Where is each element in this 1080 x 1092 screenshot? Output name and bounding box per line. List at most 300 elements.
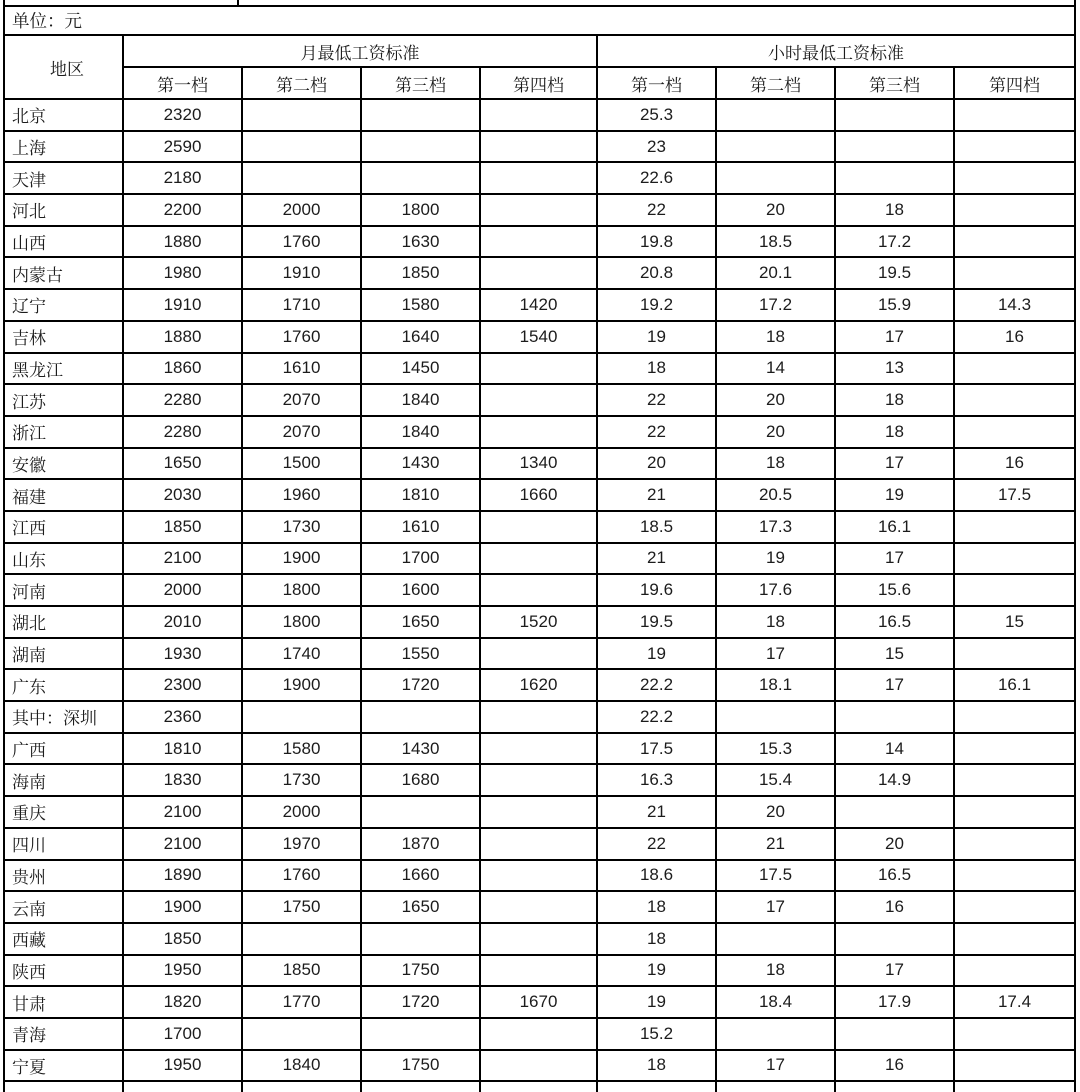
value-cell: 18	[835, 416, 954, 448]
value-cell	[361, 1018, 480, 1050]
value-cell: 1520	[480, 606, 597, 638]
hourly-tier4-header: 第四档	[954, 67, 1075, 99]
value-cell	[835, 131, 954, 163]
partial-row-cell	[480, 1081, 597, 1092]
value-cell	[480, 131, 597, 163]
region-cell: 其中：深圳	[4, 701, 123, 733]
value-cell	[361, 99, 480, 131]
region-cell: 山东	[4, 543, 123, 575]
value-cell: 17.9	[835, 986, 954, 1018]
value-cell: 1850	[123, 923, 242, 955]
value-cell: 2320	[123, 99, 242, 131]
value-cell: 18	[716, 606, 835, 638]
value-cell: 19.5	[597, 606, 716, 638]
table-row	[4, 416, 1075, 448]
table-row	[4, 828, 1075, 860]
value-cell: 1930	[123, 638, 242, 670]
value-cell: 1840	[361, 416, 480, 448]
value-cell: 1670	[480, 986, 597, 1018]
value-cell: 13	[835, 353, 954, 385]
value-cell: 1900	[242, 669, 361, 701]
value-cell: 1820	[123, 986, 242, 1018]
value-cell: 1760	[242, 860, 361, 892]
region-cell: 宁夏	[4, 1050, 123, 1082]
value-cell: 16	[954, 321, 1075, 353]
value-cell: 1850	[361, 257, 480, 289]
value-cell: 2000	[242, 796, 361, 828]
value-cell	[954, 701, 1075, 733]
value-cell: 1880	[123, 226, 242, 258]
value-cell: 18.1	[716, 669, 835, 701]
value-cell: 1750	[242, 891, 361, 923]
value-cell: 1650	[361, 891, 480, 923]
value-cell	[954, 257, 1075, 289]
value-cell: 19.6	[597, 574, 716, 606]
hourly-wage-group-header: 小时最低工资标准	[597, 35, 1075, 67]
value-cell: 15.6	[835, 574, 954, 606]
value-cell: 1830	[123, 764, 242, 796]
value-cell: 18	[597, 891, 716, 923]
partial-row-cell	[242, 1081, 361, 1092]
value-cell: 2100	[123, 543, 242, 575]
region-cell: 上海	[4, 131, 123, 163]
value-cell: 19.8	[597, 226, 716, 258]
border-fragment	[1074, 0, 1076, 5]
value-cell	[954, 828, 1075, 860]
value-cell	[480, 194, 597, 226]
value-cell	[242, 162, 361, 194]
value-cell: 18.5	[716, 226, 835, 258]
partial-row-cell	[597, 1081, 716, 1092]
value-cell	[480, 796, 597, 828]
value-cell: 1680	[361, 764, 480, 796]
value-cell	[361, 162, 480, 194]
value-cell: 1760	[242, 321, 361, 353]
value-cell: 17	[835, 955, 954, 987]
value-cell: 17	[716, 1050, 835, 1082]
value-cell: 1340	[480, 448, 597, 480]
value-cell: 1660	[480, 479, 597, 511]
value-cell	[835, 1018, 954, 1050]
value-cell: 18	[597, 353, 716, 385]
table-row	[4, 638, 1075, 670]
value-cell	[954, 416, 1075, 448]
region-cell: 云南	[4, 891, 123, 923]
value-cell: 18	[716, 321, 835, 353]
value-cell	[716, 1018, 835, 1050]
value-cell	[242, 701, 361, 733]
value-cell: 1430	[361, 448, 480, 480]
value-cell: 18.4	[716, 986, 835, 1018]
region-cell: 海南	[4, 764, 123, 796]
value-cell: 1800	[242, 606, 361, 638]
value-cell	[954, 384, 1075, 416]
value-cell: 17	[835, 448, 954, 480]
value-cell	[954, 1050, 1075, 1082]
table-row	[4, 1050, 1075, 1082]
value-cell	[242, 99, 361, 131]
value-cell	[480, 860, 597, 892]
region-cell: 西藏	[4, 923, 123, 955]
value-cell: 1450	[361, 353, 480, 385]
value-cell: 20	[716, 384, 835, 416]
value-cell: 20	[716, 796, 835, 828]
value-cell: 1960	[242, 479, 361, 511]
table-row	[4, 226, 1075, 258]
table-row	[4, 479, 1075, 511]
value-cell	[242, 923, 361, 955]
value-cell	[954, 99, 1075, 131]
value-cell: 1430	[361, 733, 480, 765]
value-cell: 1870	[361, 828, 480, 860]
value-cell: 1650	[361, 606, 480, 638]
value-cell: 18.5	[597, 511, 716, 543]
region-cell: 河北	[4, 194, 123, 226]
value-cell: 17.3	[716, 511, 835, 543]
value-cell: 2180	[123, 162, 242, 194]
table-row	[4, 606, 1075, 638]
value-cell: 1950	[123, 955, 242, 987]
value-cell: 1730	[242, 511, 361, 543]
value-cell	[954, 923, 1075, 955]
value-cell: 14.9	[835, 764, 954, 796]
table-row	[4, 764, 1075, 796]
value-cell: 19	[597, 638, 716, 670]
value-cell: 2000	[123, 574, 242, 606]
value-cell: 1890	[123, 860, 242, 892]
value-cell: 1730	[242, 764, 361, 796]
value-cell: 1720	[361, 669, 480, 701]
value-cell: 1840	[242, 1050, 361, 1082]
table-row	[4, 796, 1075, 828]
value-cell: 18	[716, 448, 835, 480]
value-cell: 19	[597, 986, 716, 1018]
value-cell: 19	[597, 955, 716, 987]
value-cell	[480, 764, 597, 796]
value-cell: 25.3	[597, 99, 716, 131]
value-cell	[954, 764, 1075, 796]
value-cell: 1910	[242, 257, 361, 289]
region-cell: 黑龙江	[4, 353, 123, 385]
value-cell: 1700	[123, 1018, 242, 1050]
value-cell: 17	[835, 543, 954, 575]
value-cell	[480, 955, 597, 987]
value-cell	[480, 511, 597, 543]
value-cell: 2100	[123, 796, 242, 828]
value-cell: 1540	[480, 321, 597, 353]
value-cell: 18	[835, 384, 954, 416]
value-cell: 18	[597, 923, 716, 955]
table-row	[4, 669, 1075, 701]
table-row	[4, 131, 1075, 163]
value-cell: 1740	[242, 638, 361, 670]
value-cell	[835, 162, 954, 194]
value-cell: 1620	[480, 669, 597, 701]
monthly-tier3-header: 第三档	[361, 67, 480, 99]
value-cell: 1770	[242, 986, 361, 1018]
region-cell: 辽宁	[4, 289, 123, 321]
value-cell: 21	[597, 479, 716, 511]
table-row	[4, 923, 1075, 955]
value-cell	[242, 131, 361, 163]
value-cell	[954, 353, 1075, 385]
value-cell	[361, 131, 480, 163]
value-cell: 17.5	[954, 479, 1075, 511]
table-row	[4, 543, 1075, 575]
value-cell: 16	[835, 1050, 954, 1082]
table-row	[4, 384, 1075, 416]
region-cell: 福建	[4, 479, 123, 511]
value-cell: 20.5	[716, 479, 835, 511]
value-cell: 1850	[123, 511, 242, 543]
value-cell: 1750	[361, 955, 480, 987]
table-row	[4, 194, 1075, 226]
region-cell: 广东	[4, 669, 123, 701]
value-cell	[480, 416, 597, 448]
value-cell: 1640	[361, 321, 480, 353]
value-cell: 17.2	[716, 289, 835, 321]
region-cell: 江西	[4, 511, 123, 543]
region-cell: 甘肃	[4, 986, 123, 1018]
value-cell: 20	[716, 416, 835, 448]
value-cell: 2030	[123, 479, 242, 511]
value-cell: 17.4	[954, 986, 1075, 1018]
region-cell: 广西	[4, 733, 123, 765]
value-cell: 1760	[242, 226, 361, 258]
region-cell: 江苏	[4, 384, 123, 416]
value-cell	[480, 638, 597, 670]
value-cell: 15.4	[716, 764, 835, 796]
border-fragment	[237, 0, 239, 5]
value-cell: 2010	[123, 606, 242, 638]
value-cell: 1720	[361, 986, 480, 1018]
table-row	[4, 289, 1075, 321]
value-cell	[716, 99, 835, 131]
monthly-tier4-header: 第四档	[480, 67, 597, 99]
value-cell	[480, 543, 597, 575]
value-cell: 20.8	[597, 257, 716, 289]
value-cell: 1610	[242, 353, 361, 385]
value-cell: 1630	[361, 226, 480, 258]
region-cell: 湖北	[4, 606, 123, 638]
value-cell: 1900	[123, 891, 242, 923]
value-cell: 19	[835, 479, 954, 511]
partial-row-cell	[835, 1081, 954, 1092]
region-cell: 北京	[4, 99, 123, 131]
value-cell: 16.5	[835, 860, 954, 892]
table-row	[4, 733, 1075, 765]
value-cell: 2300	[123, 669, 242, 701]
value-cell	[954, 131, 1075, 163]
value-cell: 1610	[361, 511, 480, 543]
border-fragment	[3, 0, 5, 5]
table-row	[4, 891, 1075, 923]
value-cell	[954, 543, 1075, 575]
value-cell: 1580	[361, 289, 480, 321]
partial-row-cell	[4, 1081, 123, 1092]
value-cell: 16.3	[597, 764, 716, 796]
value-cell: 1600	[361, 574, 480, 606]
value-cell: 1950	[123, 1050, 242, 1082]
value-cell: 1810	[123, 733, 242, 765]
value-cell	[480, 891, 597, 923]
table-row	[4, 448, 1075, 480]
partial-cropped-row	[4, 1081, 1075, 1092]
group-header-row	[4, 35, 1075, 67]
value-cell: 1810	[361, 479, 480, 511]
table-row	[4, 257, 1075, 289]
value-cell: 17	[716, 638, 835, 670]
value-cell: 2590	[123, 131, 242, 163]
monthly-tier1-header: 第一档	[123, 67, 242, 99]
value-cell	[361, 701, 480, 733]
value-cell: 19.5	[835, 257, 954, 289]
value-cell	[242, 1018, 361, 1050]
value-cell: 1800	[361, 194, 480, 226]
table-row	[4, 1018, 1075, 1050]
value-cell: 22	[597, 416, 716, 448]
value-cell: 17.2	[835, 226, 954, 258]
value-cell: 16	[954, 448, 1075, 480]
value-cell: 14	[835, 733, 954, 765]
value-cell	[480, 1050, 597, 1082]
region-cell: 河南	[4, 574, 123, 606]
value-cell: 18	[597, 1050, 716, 1082]
value-cell	[480, 384, 597, 416]
value-cell: 1550	[361, 638, 480, 670]
monthly-tier2-header: 第二档	[242, 67, 361, 99]
value-cell: 20	[716, 194, 835, 226]
table-row	[4, 99, 1075, 131]
value-cell: 14.3	[954, 289, 1075, 321]
value-cell: 16.5	[835, 606, 954, 638]
value-cell	[716, 701, 835, 733]
value-cell	[480, 828, 597, 860]
value-cell: 2280	[123, 416, 242, 448]
value-cell	[480, 99, 597, 131]
value-cell: 17	[716, 891, 835, 923]
value-cell: 1500	[242, 448, 361, 480]
value-cell: 19.2	[597, 289, 716, 321]
value-cell: 16.1	[954, 669, 1075, 701]
value-cell: 17.5	[597, 733, 716, 765]
value-cell	[480, 226, 597, 258]
value-cell	[954, 574, 1075, 606]
value-cell: 19	[716, 543, 835, 575]
value-cell	[480, 574, 597, 606]
value-cell: 1580	[242, 733, 361, 765]
value-cell: 16	[835, 891, 954, 923]
region-cell: 湖南	[4, 638, 123, 670]
value-cell: 18.6	[597, 860, 716, 892]
table-row	[4, 701, 1075, 733]
value-cell	[480, 701, 597, 733]
table-row	[4, 955, 1075, 987]
value-cell: 22.6	[597, 162, 716, 194]
table-row	[4, 511, 1075, 543]
value-cell: 17.5	[716, 860, 835, 892]
value-cell	[954, 955, 1075, 987]
value-cell	[480, 1018, 597, 1050]
value-cell: 15.2	[597, 1018, 716, 1050]
value-cell	[480, 257, 597, 289]
value-cell: 22	[597, 828, 716, 860]
value-cell	[835, 99, 954, 131]
hourly-tier3-header: 第三档	[835, 67, 954, 99]
value-cell	[716, 923, 835, 955]
value-cell: 1420	[480, 289, 597, 321]
table-row	[4, 162, 1075, 194]
value-cell: 19	[597, 321, 716, 353]
value-cell: 1800	[242, 574, 361, 606]
partial-row-cell	[123, 1081, 242, 1092]
value-cell: 1650	[123, 448, 242, 480]
monthly-wage-group-header: 月最低工资标准	[123, 35, 597, 67]
value-cell: 1850	[242, 955, 361, 987]
value-cell: 21	[597, 543, 716, 575]
value-cell: 16.1	[835, 511, 954, 543]
value-cell: 1660	[361, 860, 480, 892]
region-cell: 四川	[4, 828, 123, 860]
value-cell	[361, 923, 480, 955]
value-cell: 1860	[123, 353, 242, 385]
value-cell	[361, 796, 480, 828]
value-cell: 1980	[123, 257, 242, 289]
value-cell: 1840	[361, 384, 480, 416]
hourly-tier1-header: 第一档	[597, 67, 716, 99]
table-row	[4, 353, 1075, 385]
value-cell: 14	[716, 353, 835, 385]
value-cell	[954, 860, 1075, 892]
value-cell: 2360	[123, 701, 242, 733]
value-cell: 20.1	[716, 257, 835, 289]
value-cell: 15.3	[716, 733, 835, 765]
value-cell	[954, 1018, 1075, 1050]
value-cell: 15	[954, 606, 1075, 638]
value-cell: 1900	[242, 543, 361, 575]
value-cell: 20	[835, 828, 954, 860]
value-cell	[954, 891, 1075, 923]
value-cell: 15.9	[835, 289, 954, 321]
region-cell: 重庆	[4, 796, 123, 828]
value-cell: 1970	[242, 828, 361, 860]
value-cell	[954, 226, 1075, 258]
partial-row-cell	[954, 1081, 1075, 1092]
value-cell: 2100	[123, 828, 242, 860]
value-cell	[954, 733, 1075, 765]
value-cell: 23	[597, 131, 716, 163]
value-cell: 2280	[123, 384, 242, 416]
region-cell: 贵州	[4, 860, 123, 892]
value-cell: 21	[716, 828, 835, 860]
value-cell: 1750	[361, 1050, 480, 1082]
region-cell: 内蒙古	[4, 257, 123, 289]
value-cell: 22	[597, 384, 716, 416]
partial-row-cell	[361, 1081, 480, 1092]
value-cell	[954, 638, 1075, 670]
wage-table-body	[4, 99, 1075, 1092]
value-cell	[835, 701, 954, 733]
partial-row-cell	[716, 1081, 835, 1092]
table-row	[4, 860, 1075, 892]
value-cell: 21	[597, 796, 716, 828]
minimum-wage-table	[3, 5, 1076, 1092]
value-cell	[954, 796, 1075, 828]
value-cell: 2200	[123, 194, 242, 226]
hourly-tier2-header: 第二档	[716, 67, 835, 99]
value-cell: 18	[835, 194, 954, 226]
table-row	[4, 321, 1075, 353]
